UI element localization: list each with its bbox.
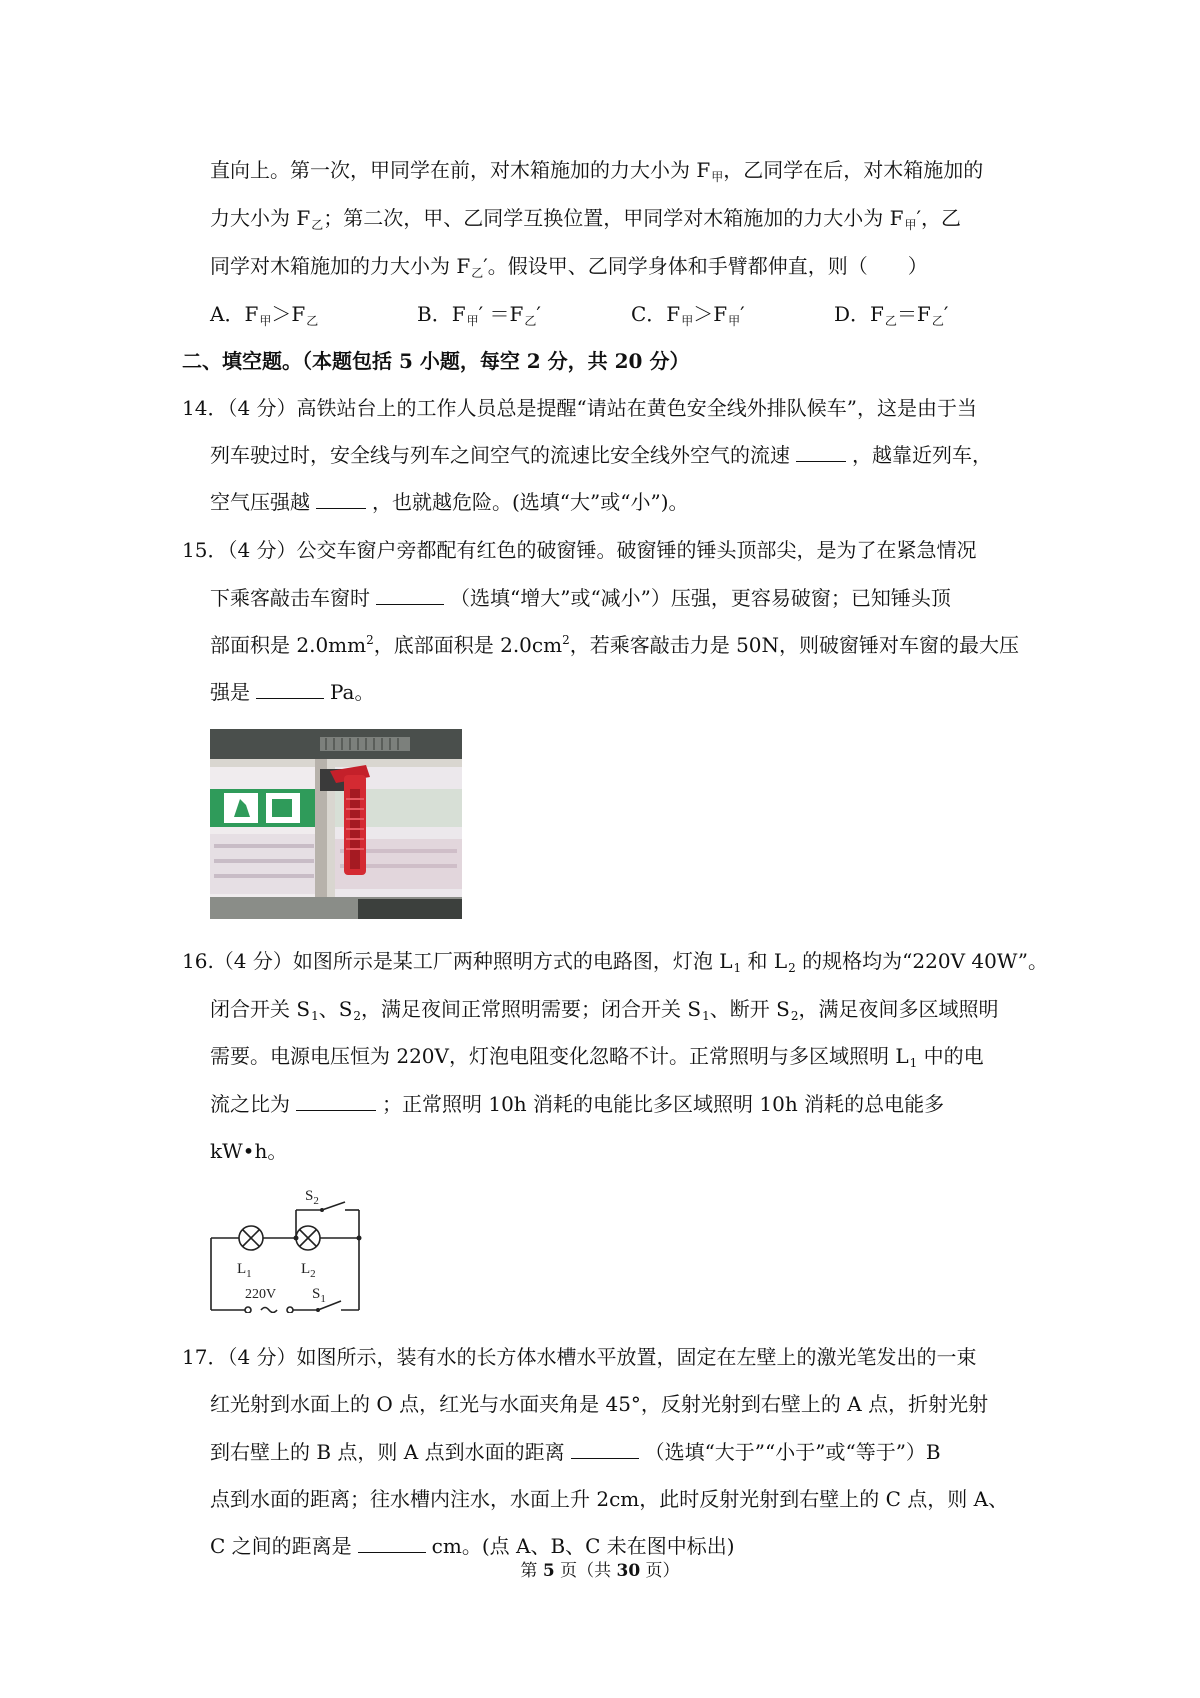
choice-d: D．$F_乙=F_乙'$ <box>834 302 949 328</box>
window-hammer-photo <box>210 729 462 919</box>
q17-line-2: 红光射到水面上的 O 点，红光与水面夹角是 45°，反射光射到右壁上的 A 点，折射光射 <box>210 1392 989 1416</box>
page-footer: 第 5 页（共 30 页） <box>520 1561 680 1581</box>
answer-blank[interactable] <box>256 678 324 699</box>
circuit-diagram <box>205 1178 370 1313</box>
svg-text:L2: $L_2$ <box>301 1261 316 1280</box>
q14-line-3: 空气压强越 ，也就越危险。(选填“大”或“小”)。 <box>210 490 689 514</box>
q16-line-3: 需要。电源电压恒为 220V，灯泡电阻变化忽略不计。正常照明与多区域照明 $L_1$ 中的电 <box>210 1044 984 1070</box>
q15-line-4: 强是 Pa。 <box>210 680 375 704</box>
q15-line-3: 部面积是 $2.0mm^2$，底部面积是 $2.0cm^2$，若乘客敲击力是 50N，则破窗锤对车窗的最大压 <box>210 633 1020 657</box>
answer-blank[interactable] <box>316 488 366 509</box>
answer-blank[interactable] <box>358 1532 426 1553</box>
svg-text:S2: $S_2$ <box>305 1188 319 1207</box>
answer-blank[interactable] <box>376 584 444 605</box>
q16-line-1: 16.（4 分）如图所示是某工厂两种照明方式的电路图，灯泡 $L_1$ 和 $L_2$ 的规格均为“220V 40W”。 <box>182 949 1048 975</box>
choice-b: B．$F_甲' =F_乙'$ <box>417 302 541 328</box>
answer-blank[interactable] <box>296 1090 376 1111</box>
q17-line-4: 点到水面的距离；往水槽内注水，水面上升 2cm，此时反射光射到右壁上的 C 点，则 A、 <box>210 1487 1009 1511</box>
q13-line-2: 力大小为 $F_乙$；第二次，甲、乙同学互换位置，甲同学对木箱施加的力大小为 $F_甲'$，乙 <box>210 206 962 232</box>
q13-choices <box>210 299 1110 329</box>
q13-line-1: 直向上。第一次，甲同学在前，对木箱施加的力大小为 $F_甲$，乙同学在后，对木箱施加的 <box>210 158 984 184</box>
q14-line-1: 14．（4 分）高铁站台上的工作人员总是提醒“请站在黄色安全线外排队候车”，这是由于当 <box>182 396 977 420</box>
q16-line-5: kW•h。 <box>210 1139 288 1163</box>
svg-text:L1: $L_1$ <box>237 1261 252 1280</box>
svg-text:220V: 220V <box>245 1287 277 1302</box>
q14-line-2: 列车驶过时，安全线与列车之间空气的流速比安全线外空气的流速 ，越靠近列车， <box>210 443 992 467</box>
choice-a: A．$F_甲>F_乙$ <box>210 302 319 328</box>
q16-line-4: 流之比为 ；正常照明 10h 消耗的电能比多区域照明 10h 消耗的总电能多 <box>210 1092 945 1116</box>
q15-line-1: 15．（4 分）公交车窗户旁都配有红色的破窗锤。破窗锤的锤头顶部尖，是为了在紧急情况 <box>182 538 977 562</box>
q17-line-5: C 之间的距离是 cm。(点 A、B、C 未在图中标出) <box>210 1534 735 1558</box>
answer-blank[interactable] <box>796 441 846 462</box>
q17-line-1: 17．（4 分）如图所示，装有水的长方体水槽水平放置，固定在左壁上的激光笔发出的一束 <box>182 1345 977 1369</box>
q13-line-3: 同学对木箱施加的力大小为 $F_乙'$。假设甲、乙同学身体和手臂都伸直，则（ ） <box>210 254 928 280</box>
q17-line-3: 到右壁上的 B 点，则 A 点到水面的距离 （选填“大于”“小于”或“等于”）B <box>210 1440 941 1464</box>
answer-blank[interactable] <box>571 1438 639 1459</box>
q15-line-2: 下乘客敲击车窗时 （选填“增大”或“减小”）压强，更容易破窗；已知锤头顶 <box>210 586 951 610</box>
svg-text:S1: $S_1$ <box>312 1286 326 1305</box>
q16-line-2: 闭合开关 $S_1$、$S_2$，满足夜间正常照明需要；闭合开关 $S_1$、断开 $S_2$，满足夜间多区域照明 <box>210 997 999 1023</box>
choice-c: C．$F_甲>F_甲'$ <box>631 302 745 328</box>
section-heading: 二、填空题。（本题包括 5 小题，每空 2 分，共 20 分） <box>182 349 690 373</box>
